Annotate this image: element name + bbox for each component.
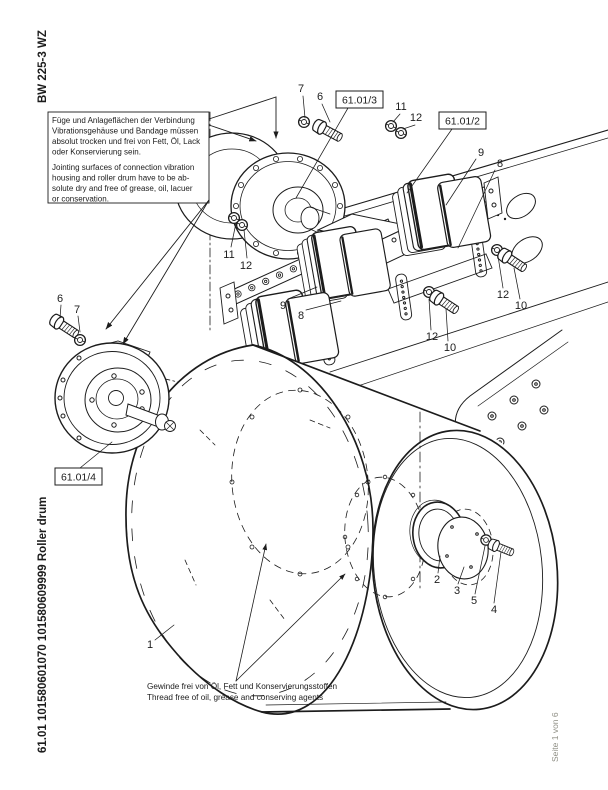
vibration-housing <box>48 312 176 453</box>
ref-box-label: 61.01/2 <box>444 115 481 128</box>
callout-label: 4 <box>490 604 498 616</box>
callout-label: 12 <box>239 260 253 272</box>
callout-label: 12 <box>496 289 510 301</box>
callout-label: 9 <box>477 147 485 159</box>
callout-label: 3 <box>453 585 461 597</box>
note-line-en: housing and roller drum have to be ab- <box>52 173 190 183</box>
callout-label: 5 <box>470 595 478 607</box>
callout-label: 7 <box>297 83 305 95</box>
roller-drum <box>121 345 572 719</box>
note-line-en: solute dry and free of grease, oil, lacuer <box>52 184 193 193</box>
callout-label: 8 <box>297 310 305 322</box>
callout-label: 8 <box>496 158 504 170</box>
model-code-vertical-label: BW 225-3 WZ <box>37 30 49 103</box>
note-line-de: Vibrationsgehäuse und Bandage müssen <box>52 126 199 136</box>
callout-label: 6 <box>316 91 324 103</box>
assembly-code-vertical-label: 61.01 101580601070 101580609999 Roller drum <box>37 496 49 753</box>
ref-box-label: 61.01/3 <box>341 94 378 107</box>
note-line-en: or conservation. <box>52 194 109 204</box>
note-line-en: Jointing surfaces of connection vibration <box>52 163 195 172</box>
page-number-vertical-label: Seite 1 von 6 <box>550 712 560 762</box>
callout-label: 11 <box>395 101 407 113</box>
callout-label: 10 <box>514 300 528 312</box>
callout-label: 10 <box>443 342 457 354</box>
note-line-de: Füge und Anlageflächen der Verbindung <box>52 116 195 125</box>
callout-label: 6 <box>56 293 64 305</box>
callout-label: 11 <box>223 249 235 261</box>
callout-label: 9 <box>279 300 287 312</box>
note-line-de: oder Konservierung sein. <box>52 147 141 157</box>
callout-label: 2 <box>433 574 441 586</box>
thread-note-en: Thread free of oil, grease and conserving agents <box>147 693 324 702</box>
callout-label: 12 <box>409 112 423 124</box>
thread-note-de: Gewinde frei von Öl, Fett und Konservierungsstoffen <box>147 682 338 691</box>
callout-label: 12 <box>425 331 439 343</box>
callout-label: 7 <box>73 304 81 316</box>
callout-label: 1 <box>146 639 154 651</box>
note-line-de: absolut trocken und frei von Fett, Öl, Lack <box>52 137 201 146</box>
ref-box-label: 61.01/4 <box>60 471 97 484</box>
